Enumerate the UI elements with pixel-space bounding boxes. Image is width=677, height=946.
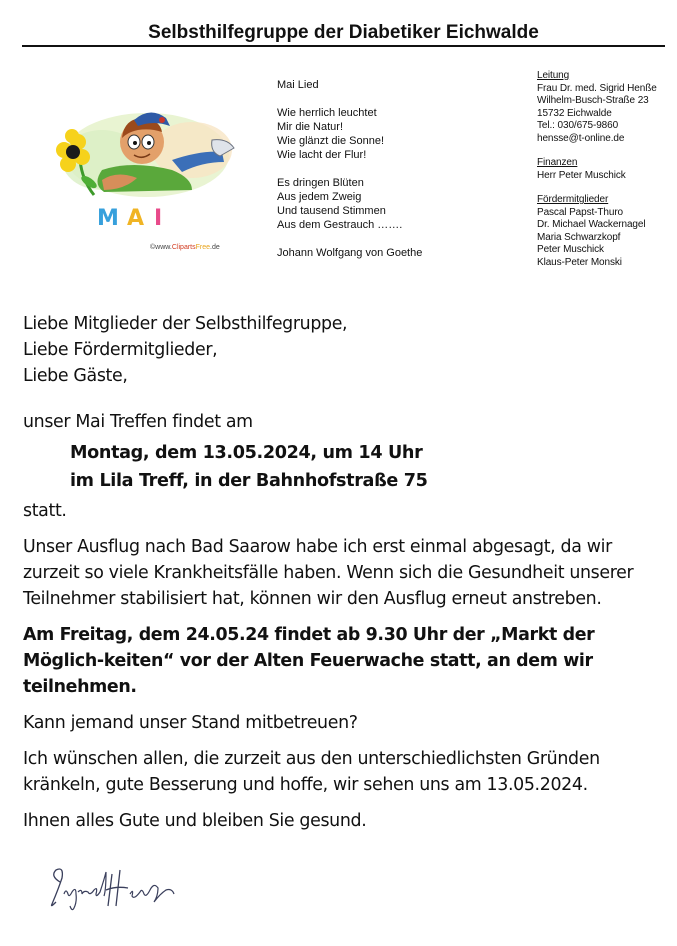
- poem-stanza: [277, 106, 517, 162]
- leitung-line: Tel.: 030/675-9860: [537, 120, 619, 131]
- organization-title: Selbsthilfegruppe der Diabetiker Eichwalde: [22, 21, 665, 47]
- meeting-details: [70, 439, 663, 495]
- meeting-date: Montag, dem 13.05.2024, um 14 Uhr: [70, 443, 423, 463]
- clipart-credit: ©www.ClipartsFree.de: [150, 244, 220, 251]
- finanzen-heading: Finanzen: [537, 157, 578, 168]
- leitung-line: 15732 Eichwalde: [537, 107, 612, 119]
- paragraph-ausflug: Unser Ausflug nach Bad Saarow habe ich erst einmal abgesagt, da wir zurzeit so viele Krankheitsfälle haben. Wenn sich die Gesundheit unserer Teilnehmer stabilisiert hat, können wir den Ausflug erneut anstreben.: [23, 537, 634, 609]
- svg-text:I: I: [154, 206, 163, 231]
- svg-text:M: M: [97, 206, 119, 231]
- foerdermitglieder-line: Maria Schwarzkopf: [537, 231, 621, 243]
- paragraph-markt: Am Freitag, dem 24.05.24 findet ab 9.30 Uhr der „Markt der Möglich-keiten“ vor der Alten Feuerwache statt, an dem wir teilnehmen.: [23, 625, 595, 697]
- poem-title: Mai Lied: [277, 79, 319, 91]
- statt-text: statt.: [23, 501, 67, 521]
- finanzen-section: [537, 157, 672, 182]
- poem-line: Es dringen Blüten: [277, 177, 364, 189]
- email-text: hensse@t-online.de: [537, 132, 625, 144]
- leitung-line: Frau Dr. med. Sigrid Henße: [537, 82, 657, 94]
- closing-text: Ihnen alles Gute und bleiben Sie gesund.: [23, 811, 367, 831]
- poem-author: Johann Wolfgang von Goethe: [277, 247, 423, 259]
- paragraph-wishes: Ich wünschen allen, die zurzeit aus den unterschiedlichsten Gründen kränkeln, gute Besserung und hoffe, wir sehen uns am 13.05.2024.: [23, 749, 600, 795]
- poem-line: Wie herrlich leuchtet: [277, 107, 377, 119]
- foerdermitglieder-heading: Fördermitglieder: [537, 194, 609, 205]
- leitung-section: [537, 70, 672, 145]
- svg-text:A: A: [127, 206, 145, 231]
- poem-line: Mir die Natur!: [277, 121, 344, 133]
- foerdermitglieder-section: [537, 194, 672, 269]
- foerdermitglieder-line: Peter Muschick: [537, 244, 604, 255]
- finanzen-line: Herr Peter Muschick: [537, 169, 626, 181]
- poem-block: [277, 78, 517, 260]
- may-boy-clipart: [42, 100, 242, 260]
- meeting-intro: unser Mai Treffen findet am: [23, 412, 253, 432]
- poem-line: Und tausend Stimmen: [277, 205, 386, 217]
- mai-letters-icon: [97, 206, 162, 231]
- handwritten-signature: [46, 860, 186, 915]
- leitung-heading: Leitung: [537, 70, 570, 81]
- contact-sidebar: [537, 70, 672, 281]
- foerdermitglieder-line: Pascal Papst-Thuro: [537, 206, 624, 218]
- foerdermitglieder-line: Klaus-Peter Monski: [537, 256, 622, 268]
- greetings-block: [23, 311, 663, 389]
- poem-line: Aus jedem Zweig: [277, 191, 362, 203]
- poem-line: Aus dem Gestrauch …….: [277, 219, 403, 231]
- greeting-line: Liebe Mitglieder der Selbsthilfegruppe,: [23, 314, 348, 334]
- meeting-location: im Lila Treff, in der Bahnhofstraße 75: [70, 471, 428, 491]
- poem-line: Wie lacht der Flur!: [277, 149, 367, 161]
- poem-stanza: [277, 176, 517, 232]
- poem-line: Wie glänzt die Sonne!: [277, 135, 385, 147]
- paragraph-stand: Kann jemand unser Stand mitbetreuen?: [23, 713, 358, 733]
- greeting-line: Liebe Fördermitglieder,: [23, 340, 218, 360]
- greeting-line: Liebe Gäste,: [23, 366, 128, 386]
- letter-body: [23, 311, 663, 834]
- foerdermitglieder-line: Dr. Michael Wackernagel: [537, 219, 646, 230]
- leitung-line: Wilhelm-Busch-Straße 23: [537, 95, 649, 106]
